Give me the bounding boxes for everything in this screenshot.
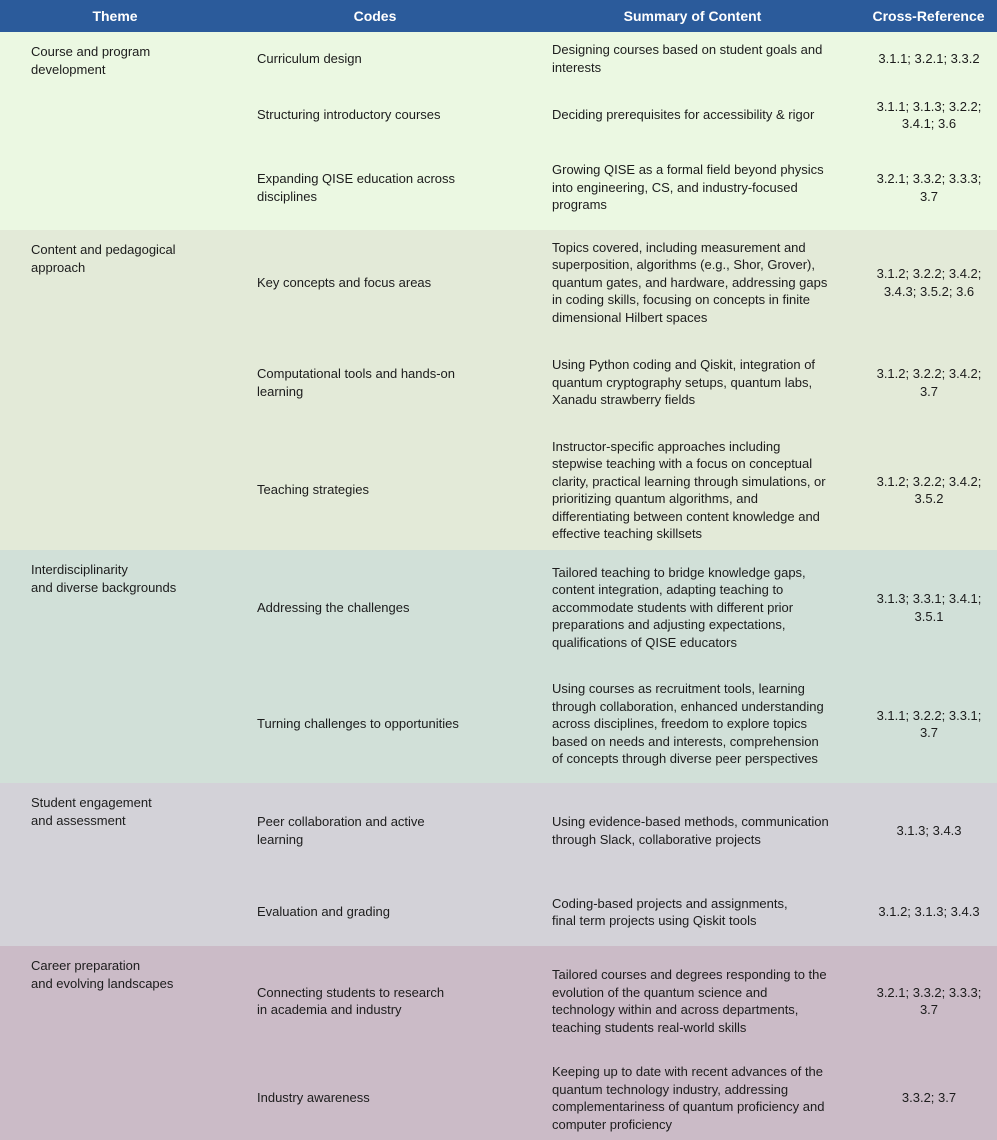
cross-reference-cell: 3.3.2; 3.7 — [901, 1090, 957, 1106]
theme-cell: Course and program development — [31, 44, 151, 77]
code-cell: Addressing the challenges — [257, 599, 410, 615]
theme-cell: Interdisciplinarity and diverse backgrounds — [31, 562, 177, 595]
cross-reference-cell: 3.2.1; 3.3.2; 3.3.3; 3.7 — [876, 984, 982, 1017]
summary-cell: Keeping up to date with recent advances of the quantum technology industry, addressing complementariness of quantum proficiency and computer proficiency — [552, 1064, 825, 1132]
summary-cell: Tailored teaching to bridge knowledge gaps, content integration, adapting teaching to accommodate students with different prior preparations and adjusting expectations, qualifications of QISE educators — [552, 564, 806, 650]
summary-cell: Deciding prerequisites for accessibility & rigor — [552, 107, 815, 123]
cross-reference-cell: 3.1.2; 3.2.2; 3.4.2; 3.4.3; 3.5.2; 3.6 — [876, 266, 982, 299]
summary-cell: Using Python coding and Qiskit, integration of quantum cryptography setups, quantum labs, Xanadu strawberry fields — [552, 357, 816, 408]
cross-reference-cell: 3.1.3; 3.4.3 — [896, 822, 962, 838]
summary-cell: Coding-based projects and assignments, final term projects using Qiskit tools — [552, 895, 788, 928]
summary-cell: Growing QISE as a formal field beyond physics into engineering, CS, and industry-focused programs — [552, 162, 824, 213]
header-theme: Theme — [92, 8, 138, 24]
summary-cell: Designing courses based on student goals and interests — [552, 42, 823, 75]
code-cell: Computational tools and hands-on learning — [257, 366, 456, 399]
code-cell: Turning challenges to opportunities — [257, 716, 459, 732]
header-summary: Summary of Content — [623, 8, 762, 24]
cross-reference-cell: 3.1.1; 3.2.2; 3.3.1; 3.7 — [876, 707, 982, 740]
code-cell: Industry awareness — [257, 1090, 370, 1106]
summary-cell: Using evidence-based methods, communication through Slack, collaborative projects — [552, 814, 829, 847]
code-cell: Teaching strategies — [257, 482, 370, 498]
table-header — [0, 0, 997, 32]
cross-reference-cell: 3.1.2; 3.2.2; 3.4.2; 3.7 — [876, 366, 982, 399]
code-cell: Peer collaboration and active learning — [257, 814, 425, 847]
summary-cell: Tailored courses and degrees responding to the evolution of the quantum science and technology within and across departments, teaching students real-world skills — [552, 967, 827, 1035]
theme-cell: Career preparation and evolving landscapes — [31, 958, 174, 991]
code-cell: Connecting students to research in academia and industry — [257, 984, 445, 1017]
cross-reference-cell: 3.1.1; 3.2.1; 3.3.2 — [878, 50, 980, 66]
summary-cell: Using courses as recruitment tools, learning through collaboration, enhanced understanding across disciplines, freedom to explore topics based on needs and interests, comprehension of concepts through diverse peer perspectives — [552, 681, 824, 767]
cross-reference-cell: 3.1.2; 3.2.2; 3.4.2; 3.5.2 — [876, 473, 982, 506]
code-cell: Curriculum design — [257, 50, 362, 66]
cross-reference-cell: 3.1.2; 3.1.3; 3.4.3 — [878, 904, 980, 920]
code-cell: Key concepts and focus areas — [257, 274, 432, 290]
code-cell: Evaluation and grading — [257, 904, 390, 920]
code-cell: Structuring introductory courses — [257, 107, 441, 123]
summary-cell: Instructor-specific approaches including stepwise teaching with a focus on conceptual clarity, practical learning through simulations, or prioritizing quantum algorithms, and differentiating between content knowledge and effective teaching skillsets — [552, 438, 826, 541]
theme-cell: Student engagement and assessment — [31, 795, 152, 828]
header-codes: Codes — [353, 8, 397, 24]
cross-reference-cell: 3.1.1; 3.1.3; 3.2.2; 3.4.1; 3.6 — [876, 98, 982, 131]
header-cross-reference: Cross-Reference — [872, 8, 985, 24]
cross-reference-cell: 3.2.1; 3.3.2; 3.3.3; 3.7 — [876, 171, 982, 204]
theme-cell: Content and pedagogical approach — [31, 242, 176, 275]
summary-cell: Topics covered, including measurement and superposition, algorithms (e.g., Shor, Grover), quantum gates, and hardware, addressing gaps in coding skills, focusing on concepts in finite dimensional Hilbert spaces — [552, 239, 828, 325]
code-cell: Expanding QISE education across disciplines — [257, 171, 456, 204]
cross-reference-cell: 3.1.3; 3.3.1; 3.4.1; 3.5.1 — [876, 591, 982, 624]
